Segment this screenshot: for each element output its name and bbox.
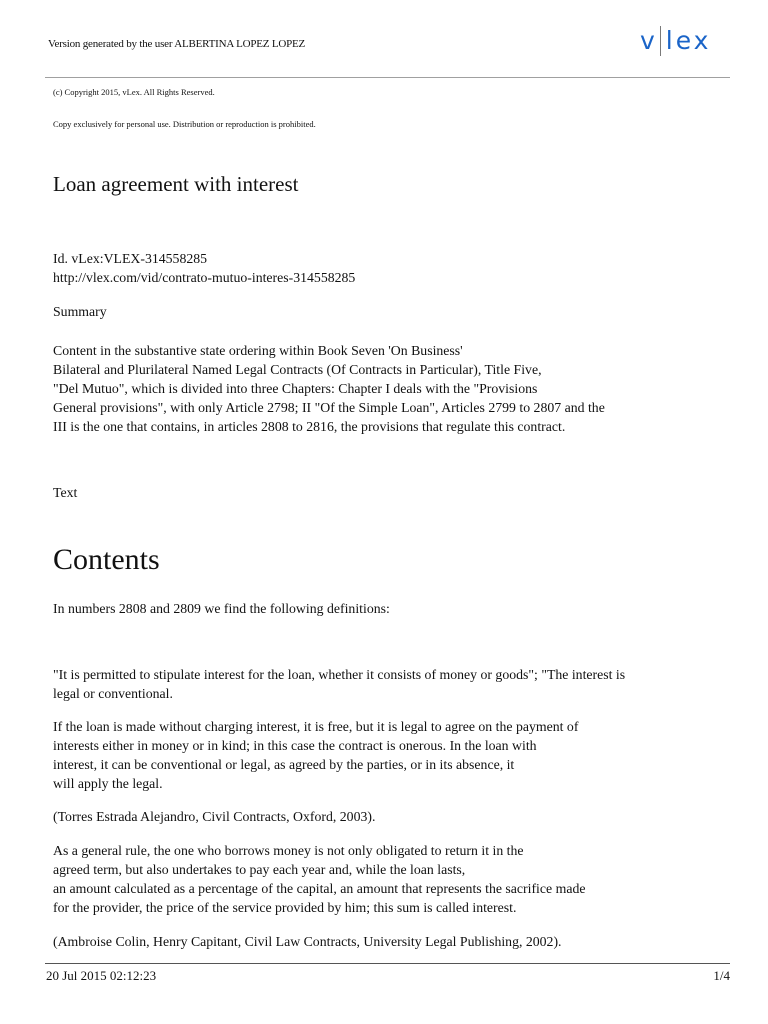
paragraph-line: agreed term, but also undertakes to pay each year and, while the loan lasts, xyxy=(53,862,466,877)
quote-line: legal or conventional. xyxy=(53,686,173,701)
summary-line: "Del Mutuo", which is divided into three Chapters: Chapter I deals with the "Provisions xyxy=(53,381,538,396)
citation-torres: (Torres Estrada Alejandro, Civil Contracts, Oxford, 2003). xyxy=(53,809,376,824)
usage-notice: Copy exclusively for personal use. Distribution or reproduction is prohibited. xyxy=(53,119,316,129)
summary-label: Summary xyxy=(53,304,107,319)
vlex-logo[interactable] xyxy=(640,26,711,56)
document-title: Loan agreement with interest xyxy=(53,172,299,196)
definition-quote xyxy=(53,665,625,703)
paragraph-line: will apply the legal. xyxy=(53,776,163,791)
summary-text xyxy=(53,341,605,436)
document-id: Id. vLex:VLEX-314558285 xyxy=(53,251,208,266)
paragraph-interest xyxy=(53,841,585,917)
paragraph-line: interest, it can be conventional or legal, as agreed by the parties, or in its absence, it xyxy=(53,757,515,772)
logo-letters-lex: lex xyxy=(665,26,712,55)
citation-colin-capitant: (Ambroise Colin, Henry Capitant, Civil Law Contracts, University Legal Publishing, 2002). xyxy=(53,934,562,949)
footer-timestamp: 20 Jul 2015 02:12:23 xyxy=(46,968,157,983)
paragraph-line: for the provider, the price of the service provided by him; this sum is called interest. xyxy=(53,900,517,915)
contents-heading: Contents xyxy=(53,543,160,576)
copyright-notice: (c) Copyright 2015, vLex. All Rights Reserved. xyxy=(53,87,215,97)
paragraph-line: an amount calculated as a percentage of the capital, an amount that represents the sacrifice made xyxy=(53,881,586,896)
generated-by-user: Version generated by the user ALBERTINA LOPEZ LOPEZ xyxy=(48,38,306,50)
paragraph-free-loan xyxy=(53,717,578,793)
logo-letter-v: v xyxy=(640,26,658,55)
page-number: 1/4 xyxy=(713,968,730,983)
paragraph-line: interests either in money or in kind; in this case the contract is onerous. In the loan with xyxy=(53,738,537,753)
document-url[interactable]: http://vlex.com/vid/contrato-mutuo-interes-314558285 xyxy=(53,270,356,285)
paragraph-line: As a general rule, the one who borrows money is not only obligated to return it in the xyxy=(53,843,524,858)
summary-line: General provisions", with only Article 2798; II "Of the Simple Loan", Articles 2799 to 2807 and the xyxy=(53,400,605,415)
logo-divider xyxy=(660,26,661,56)
intro-line: In numbers 2808 and 2809 we find the following definitions: xyxy=(53,601,390,616)
summary-line: III is the one that contains, in articles 2808 to 2816, the provisions that regulate this contract. xyxy=(53,419,566,434)
summary-line: Bilateral and Plurilateral Named Legal Contracts (Of Contracts in Particular), Title Five, xyxy=(53,362,542,377)
header-divider xyxy=(45,77,730,78)
paragraph-line: If the loan is made without charging interest, it is free, but it is legal to agree on the payment of xyxy=(53,719,579,734)
footer-divider xyxy=(45,963,730,964)
summary-line: Content in the substantive state ordering within Book Seven 'On Business' xyxy=(53,343,463,358)
text-label: Text xyxy=(53,485,78,500)
quote-line: "It is permitted to stipulate interest for the loan, whether it consists of money or goods"; "The interest is xyxy=(53,667,626,682)
